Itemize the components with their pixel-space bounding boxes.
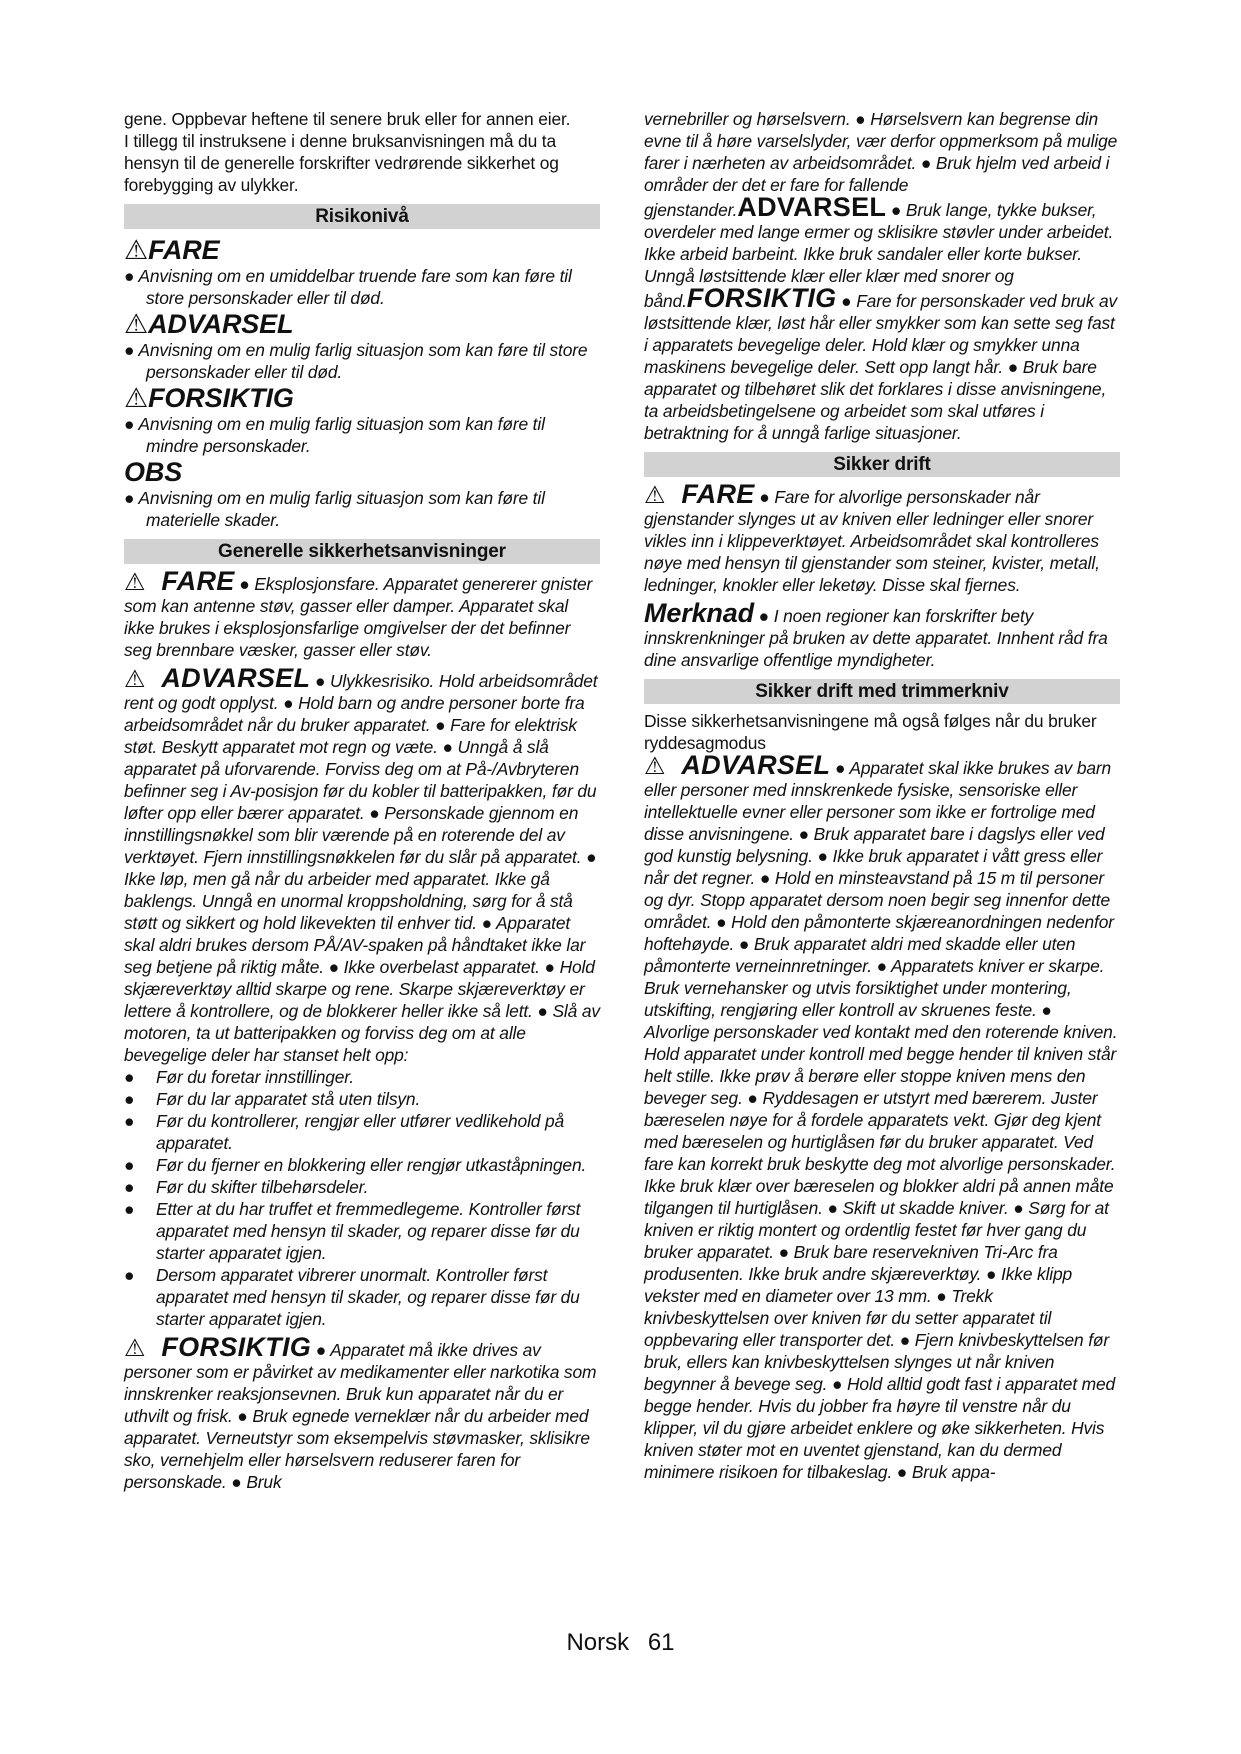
warning-icon: ⚠ (124, 1335, 146, 1362)
level-forsiktig-heading (124, 383, 600, 413)
general-forsiktig-paragraph (124, 1332, 600, 1493)
safe-fare-paragraph (644, 479, 1120, 596)
shutdown-bullet-list (124, 1066, 600, 1330)
intro-paragraph-1: gene. Oppbevar heftene til senere bruk eller for annen eier. (124, 109, 571, 129)
level-forsiktig-text: ● Anvisning om en mulig farlig situasjon som kan føre til mindre personskader. (124, 414, 545, 456)
warning-icon: ⚠ (124, 235, 149, 265)
trimmer-advarsel-text: ● Apparatet skal ikke brukes av barn eller personer med innskrenkede fysiske, sensoriske eller intellektuelle evner eller personer som ikke er fortrolige med disse anvisningene. ● Bruk apparatet bare i dagslys eller ved god kunstig belysning. ● Ikke bruk apparatet i vått gress eller når det regner. ● Hold en minsteavstand på 15 m til personer og dyr. Stopp apparatet dersom noen begir seg innenfor dette området. ● Hold den påmonterte skjæreanordningen nedenfor hoftehøyde. ● Bruk apparatet aldri med skadde eller uten påmonterte verneinnretninger. ● Apparatets kniver er skarpe. Bruk vernehansker og utvis forsiktighet under montering, utskifting, rengjøring eller kontroll av skruenes feste. ● Alvorlige personskader ved kontakt med den roterende kniven. Hold apparatet under kontroll med begge hender til kniven står helt stille. Ikke prøv å berøre eller stoppe kniven mens den beveger seg. ● Ryddesagen er utstyrt med bærerem. Juster bæreselen nøye for å fordele apparatets vekt. Gjør deg kjent med bæreselen og hurtiglåsen før du bruker apparatet. Ved fare kan korrekt bruk beskytte deg mot alvorlige personskader. Ikke bruk klær over bæreselen og blokker aldri på annen måte tilgangen til hurtiglåsen. ● Skift ut skadde kniver. ● Sørg for at kniven er riktig montert og ordentlig festet før hver gang du bruker apparatet. ● Bruk bare reservekniven Tri-Arc fra produsenten. Ikke bruk andre skjæreverktøy. ● Ikke klipp vekster med en diameter over 13 mm. ● Trekk knivbeskyttelsen over kniven før du setter apparatet til oppbevaring eller transporter det. ● Fjern knivbeskyttelsen før bruk, ellers kan knivbeskyttelsen slynges ut når kniven begynner å bevege seg. ● Hold alltid godt fast i apparatet med begge hender. Hvis du jobber fra høyre til venstre når du klipper, vil du gjøre arbeidet enklere og øke sikkerheten. Hvis kniven støter mot en uventet gjenstand, kan du dermed minimere risikoen for tilbakeslag. ● Bruk appa- (644, 758, 1118, 1482)
general-fare-label: FARE (161, 566, 235, 596)
list-item: ● Dersom apparatet vibrerer unormalt. Kontroller først apparatet med hensyn til skader, og reparer disse før du starter apparatet igjen. (124, 1265, 580, 1329)
merknad-label: Merknad (644, 598, 754, 628)
section-title-general-safety: Generelle sikkerhetsanvisninger (124, 539, 600, 564)
bullet-icon: ● (124, 1199, 135, 1219)
general-advarsel-paragraph (124, 663, 600, 1066)
level-advarsel-label: ADVARSEL (148, 309, 294, 339)
bullet-icon: ● (124, 1155, 135, 1175)
protective-advarsel-text: ● Bruk lange, tykke bukser, overdeler med lange ermer og sklisikre støvler under arbeidet. Ikke arbeid barbeint. Ikke bruk sandaler eller korte bukser. Unngå løstsittende klær eller klær med snorer og bånd. (644, 200, 1114, 311)
protective-advarsel-label: ADVARSEL (737, 192, 887, 222)
footer-language: Norsk (566, 1629, 630, 1656)
list-item: ● Før du fjerner en blokkering eller rengjør utkaståpningen. (124, 1155, 587, 1175)
list-item: ● Før du kontrollerer, rengjør eller utfører vedlikehold på apparatet. (124, 1111, 565, 1153)
bullet-icon: ● (124, 1089, 135, 1109)
merknad-paragraph (644, 598, 1120, 671)
page-number: 61 (647, 1629, 675, 1656)
general-advarsel-text: ● Ulykkesrisiko. Hold arbeidsområdet rent og godt opplyst. ● Hold barn og andre personer borte fra arbeidsområdet når du bruker apparatet. ● Fare for elektrisk støt. Beskytt apparatet mot regn og væte. ● Unngå å slå apparatet på uforvarende. Forviss deg om at På-/Avbryteren befinner seg i Av-posisjon før du kobler til batteripakken, før du løfter opp eller bærer apparatet. ● Personskade gjennom en innstillingsnøkkel som blir værende på en roterende del av verktøyet. Fjern innstillingsnøkkelen før du slår på apparatet. ● Ikke løp, men gå når du arbeider med apparatet. Ikke gå baklengs. Unngå en unormal kroppsholdning, sørg for å stå støtt og sikkert og hold likevekten til enhver tid. ● Apparatet skal aldri brukes dersom PÅ/AV-spaken på håndtaket ikke lar seg betjene på riktig måte. ● Ikke overbelast apparatet. ● Hold skjæreverktøy alltid skarpe og rene. Skarpe skjæreverktøy er lettere å kontrollere, og de blokkerer heller ikke så lett. ● Slå av motoren, ta ut batteripakken og forviss deg om at alle bevegelige deler har stanset helt opp: (124, 671, 600, 1065)
list-item: ● Før du foretar innstillinger. (124, 1067, 354, 1087)
general-forsiktig-label: FORSIKTIG (161, 1332, 312, 1362)
warning-icon: ⚠ (124, 666, 146, 693)
list-item: ● Etter at du har truffet et fremmedlegeme. Kontroller først apparatet med hensyn til skader, og reparer disse før du starter apparatet igjen. (124, 1199, 581, 1263)
general-fare-paragraph (124, 566, 600, 661)
list-item: ● Før du lar apparatet stå uten tilsyn. (124, 1089, 421, 1109)
general-fare-text: ● Eksplosjonsfare. Apparatet genererer gnister som kan antenne støv, gasser eller damper. Apparatet skal ikke brukes i eksplosjonsfarlige omgivelser der det befinner seg brennbare væsker, gasser eller støv. (124, 574, 593, 660)
trimmer-intro: Disse sikkerhetsanvisningene må også følges når du bruker ryddesagmodus (644, 711, 1097, 753)
level-forsiktig-label: FORSIKTIG (148, 383, 294, 413)
protective-gear-text: vernebriller og hørselsvern. ● Hørselsvern kan begrense din evne til å høre varselslyder, vær derfor oppmerksom på mulige farer i nærheten av arbeidsområdet. ● Bruk hjelm ved arbeid i områder der det er fare for fallende gjenstander. (644, 109, 1118, 220)
merknad-text: ● I noen regioner kan forskrifter bety innskrenkninger på bruken av dette apparatet. Innhent råd fra dine ansvarlige offentlige myndigheter. (644, 606, 1108, 670)
warning-icon: ⚠ (644, 753, 666, 780)
protective-forsiktig-label: FORSIKTIG (686, 283, 837, 313)
level-obs-label: OBS (124, 457, 183, 487)
warning-icon: ⚠ (124, 309, 149, 339)
page-footer (0, 1628, 1241, 1658)
bullet-icon: ● (124, 1111, 135, 1131)
bullet-icon: ● (124, 1067, 135, 1087)
list-item: ● Før du skifter tilbehørsdeler. (124, 1177, 369, 1197)
section-title-safe-operation: Sikker drift (644, 452, 1120, 477)
level-fare-label: FARE (148, 235, 220, 265)
protective-forsiktig-text: ● Fare for personskader ved bruk av løstsittende klær, løst hår eller smykker som kan sette seg fast i apparatets bevegelige deler. Hold klær og smykker unna maskinens bevegelige deler. Sett opp langt hår. ● Bruk bare apparatet og tilbehøret slik det forklares i disse anvisningene, ta arbeidsbetingelsene og arbeidet som skal utføres i betraktning for å unngå farlige situasjoner. (644, 291, 1118, 443)
warning-icon: ⚠ (644, 482, 666, 509)
level-fare-heading (124, 235, 600, 265)
level-advarsel-heading (124, 309, 600, 339)
level-fare-text: ● Anvisning om en umiddelbar truende fare som kan føre til store personskader eller til død. (124, 266, 572, 308)
safe-fare-text: ● Fare for alvorlige personskader når gjenstander slynges ut av kniven eller ledninger eller snorer vikles inn i klippeverktøyet. Arbeidsområdet skal kontrolleres nøye med hensyn til gjenstander som steiner, kvister, metall, ledninger, knokler eller leketøy. Disse skal fjernes. (644, 487, 1100, 595)
bullet-icon: ● (124, 1265, 135, 1285)
general-advarsel-label: ADVARSEL (161, 663, 311, 693)
intro-paragraph-2: I tillegg til instruksene i denne bruksanvisningen må du ta hensyn til de generelle forskrifter vedrørende sikkerhet og forebygging av ulykker. (124, 131, 559, 195)
protective-gear-paragraph (644, 108, 1120, 444)
level-obs-text: ● Anvisning om en mulig farlig situasjon som kan føre til materielle skader. (124, 488, 545, 530)
trimmer-advarsel-label: ADVARSEL (681, 750, 831, 780)
bullet-icon: ● (124, 1177, 135, 1197)
section-title-risk-level: Risikonivå (124, 204, 600, 229)
safe-fare-label: FARE (681, 479, 755, 509)
right-column (644, 108, 1120, 1483)
warning-icon: ⚠ (124, 569, 146, 596)
general-forsiktig-text: ● Apparatet må ikke drives av personer som er påvirket av medikamenter eller narkotika som innskrenker reaksjonsevnen. Bruk kun apparatet når du er uthvilt og frisk. ● Bruk egnede verneklær når du arbeider med apparatet. Verneutstyr som eksempelvis støvmasker, sklisikre sko, vernehjelm eller hørselsvern reduserer faren for personskade. ● Bruk (124, 1340, 597, 1492)
trimmer-advarsel-paragraph (644, 750, 1120, 1483)
level-advarsel-text: ● Anvisning om en mulig farlig situasjon som kan føre til store personskader eller til død. (124, 340, 588, 382)
left-column (124, 108, 600, 1493)
section-title-trimmer-blade: Sikker drift med trimmerkniv (644, 679, 1120, 704)
warning-icon: ⚠ (124, 383, 149, 413)
